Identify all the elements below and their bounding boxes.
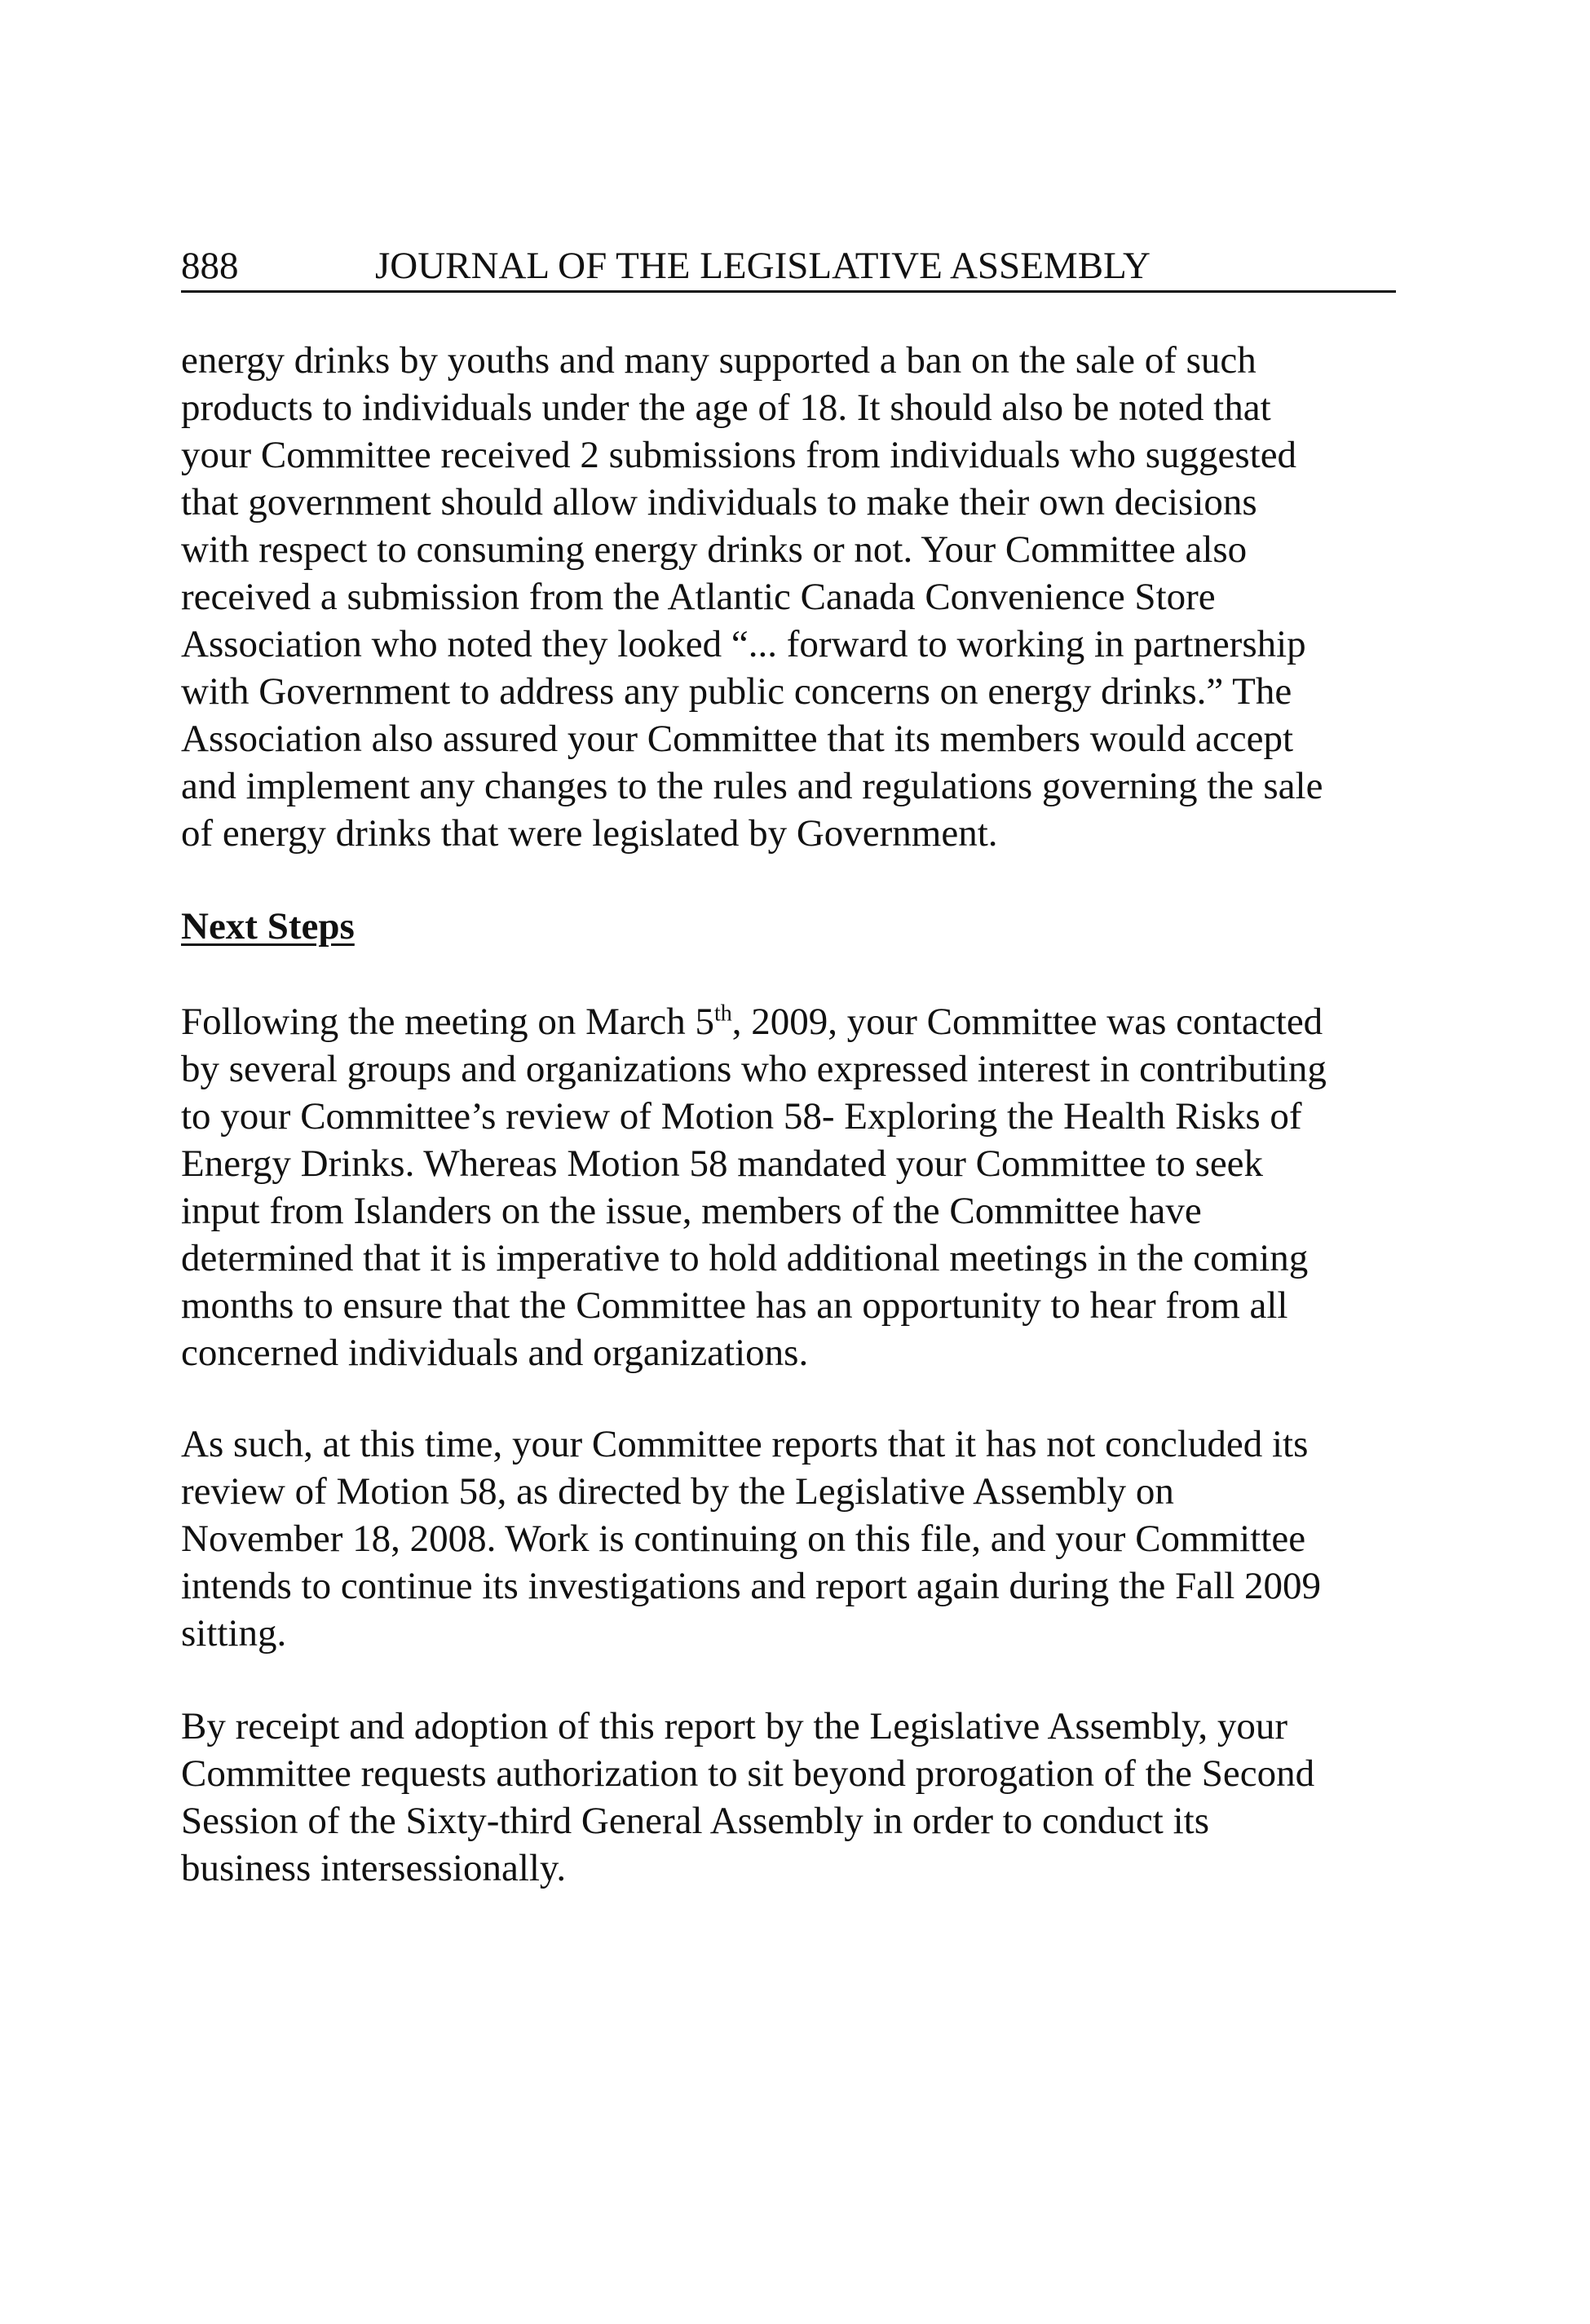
text-line: sitting. [181,1612,287,1655]
text-line: As such, at this time, your Committee reports that it has not concluded its [181,1423,1309,1465]
text-line: Committee requests authorization to sit beyond prorogation of the Second [181,1752,1315,1795]
text-fragment: , 2009, your Committee was contacted [731,1001,1323,1043]
text-line: months to ensure that the Committee has an opportunity to hear from all [181,1284,1288,1327]
text-line: of energy drinks that were legislated by Government. [181,812,998,855]
text-line [181,998,1404,1045]
text-line: that government should allow individuals to make their own decisions [181,481,1257,524]
text-line: intends to continue its investigations and report again during the Fall 2009 [181,1565,1322,1607]
text-line: input from Islanders on the issue, members of the Committee have [181,1190,1202,1232]
paragraph-authorization-request [181,1703,1404,1892]
text-line: with respect to consuming energy drinks or not. Your Committee also [181,528,1248,571]
text-line: to your Committee’s review of Motion 58- Exploring the Health Risks of [181,1095,1302,1138]
paragraph-next-steps [181,998,1404,1376]
page-number: 888 [181,245,239,287]
paragraph-review-status [181,1420,1404,1657]
text-line: By receipt and adoption of this report by the Legislative Assembly, your [181,1705,1288,1747]
text-fragment: Following the meeting on March 5 [181,1001,714,1043]
text-line: products to individuals under the age of 18. It should also be noted that [181,387,1271,429]
text-line: received a submission from the Atlantic Canada Convenience Store [181,576,1216,618]
text-line: Session of the Sixty-third General Assembly in order to conduct its [181,1800,1209,1842]
paragraph-energy-drinks-submissions [181,337,1404,857]
text-line: with Government to address any public concerns on energy drinks.” The [181,670,1292,713]
text-line: Association also assured your Committee that its members would accept [181,718,1294,760]
text-line: and implement any changes to the rules and regulations governing the sale [181,765,1323,807]
text-line: review of Motion 58, as directed by the Legislative Assembly on [181,1470,1174,1513]
text-line: by several groups and organizations who expressed interest in contributing [181,1048,1327,1090]
text-line: Association who noted they looked “... forward to working in partnership [181,623,1306,665]
text-line: energy drinks by youths and many supported a ban on the sale of such [181,339,1257,382]
text-line: business intersessionally. [181,1847,567,1889]
text-line: concerned individuals and organizations. [181,1332,809,1374]
text-line: your Committee received 2 submissions from individuals who suggested [181,434,1297,476]
section-heading: Next Steps [181,905,355,948]
next-steps-heading-block [181,903,1404,950]
journal-title: JOURNAL OF THE LEGISLATIVE ASSEMBLY [375,245,1151,287]
running-head [181,241,1396,293]
text-line: Energy Drinks. Whereas Motion 58 mandated your Committee to seek [181,1142,1264,1185]
text-line: determined that it is imperative to hold additional meetings in the coming [181,1237,1309,1279]
ordinal-suffix: th [713,1001,732,1027]
text-line: November 18, 2008. Work is continuing on this file, and your Committee [181,1518,1306,1560]
